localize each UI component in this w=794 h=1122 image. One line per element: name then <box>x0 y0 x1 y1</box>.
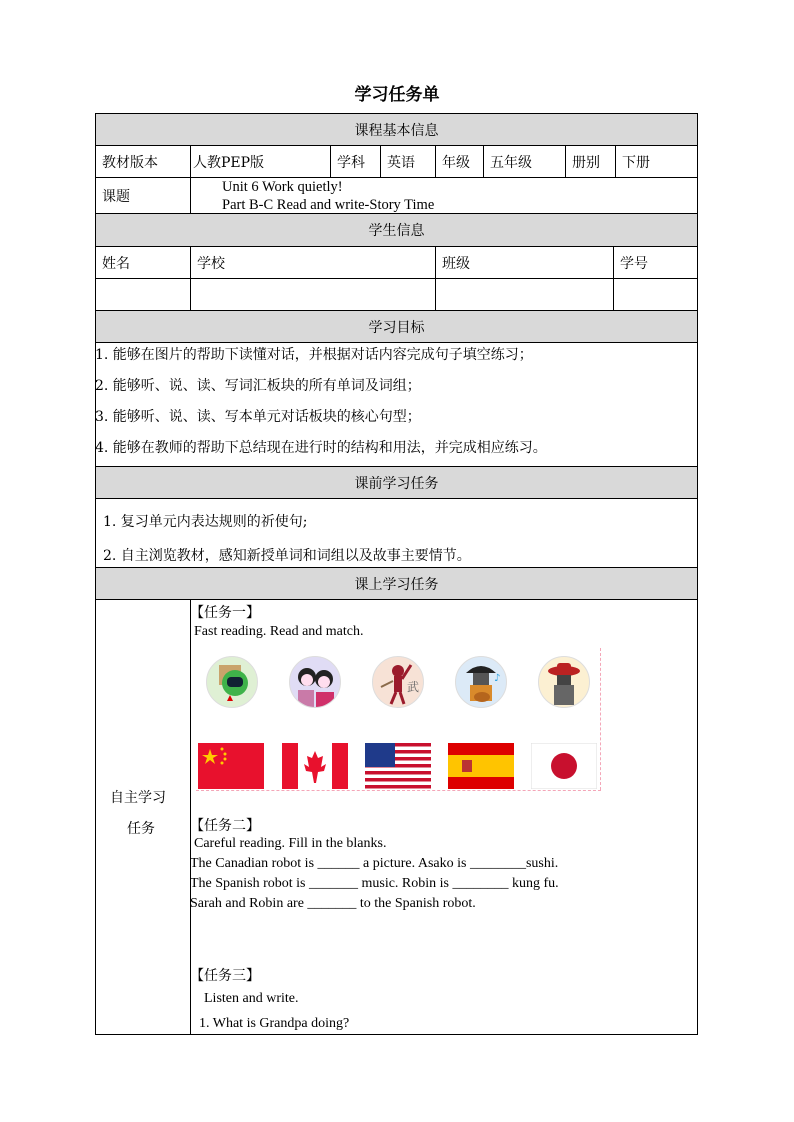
pre-item: 2. 自主浏览教材，感知新授单词和词组以及故事主要情节。 <box>103 548 471 564</box>
topic-line1: Unit 6 Work quietly! <box>222 178 343 195</box>
task3-instruction: Listen and write. <box>204 991 299 1006</box>
goal-item: 2. 能够听、说、读、写词汇板块的所有单词及词组； <box>95 378 421 394</box>
grade-value: 五年级 <box>483 145 566 178</box>
task3-title: 【任务三】 <box>190 968 260 984</box>
task-label: 任务 <box>127 821 155 837</box>
subject-label: 学科 <box>330 145 381 178</box>
task1-title: 【任务一】 <box>190 605 260 621</box>
name-field[interactable] <box>95 278 191 311</box>
class-field[interactable] <box>435 278 614 311</box>
pre-item: 1. 复习单元内表达规则的祈使句; <box>103 514 308 530</box>
goal-item: 3. 能够听、说、读、写本单元对话板块的核心句型； <box>95 409 421 425</box>
topic-label: 课题 <box>95 177 191 214</box>
school-field[interactable] <box>190 278 436 311</box>
topic-line2: Part B-C Read and write-Story Time <box>222 196 435 213</box>
spain-flag <box>448 743 514 789</box>
inclass-right <box>190 599 698 1035</box>
japan-flag <box>531 743 597 789</box>
number-label: 学号 <box>613 246 698 279</box>
svg-text:♪: ♪ <box>494 673 501 684</box>
section-goals: 学习目标 <box>95 310 698 343</box>
section-pre: 课前学习任务 <box>95 466 698 499</box>
canada-flag <box>282 743 348 789</box>
task2-title: 【任务二】 <box>190 818 260 834</box>
inclass-left <box>95 599 191 1035</box>
edition-label: 教材版本 <box>95 145 191 178</box>
task3-question: 1. What is Grandpa doing? <box>199 1016 350 1031</box>
image-border <box>600 648 601 790</box>
class-label: 班级 <box>435 246 614 279</box>
volume-value: 下册 <box>615 145 698 178</box>
section-basic: 课程基本信息 <box>95 113 698 146</box>
section-inclass: 课上学习任务 <box>95 567 698 600</box>
goal-item: 1. 能够在图片的帮助下读懂对话，并根据对话内容完成句子填空练习； <box>95 347 533 363</box>
topic-value <box>190 177 698 214</box>
japanese-girls-image <box>289 656 341 708</box>
self-study-label: 自主学习 <box>110 790 166 806</box>
fill-blank-sentence: The Canadian robot is ______ a picture. Asako is ________sushi. <box>190 856 559 871</box>
task2-instruction: Careful reading. Fill in the blanks. <box>194 836 387 851</box>
task1-instruction: Fast reading. Read and match. <box>194 624 364 639</box>
volume-label: 册别 <box>565 145 616 178</box>
section-student: 学生信息 <box>95 213 698 247</box>
school-label: 学校 <box>190 246 436 279</box>
usa-flag <box>365 743 431 789</box>
svg-text:武: 武 <box>407 680 420 694</box>
china-flag <box>198 743 264 789</box>
fill-blank-sentence: The Spanish robot is _______ music. Robin is ________ kung fu. <box>190 876 559 891</box>
number-field[interactable] <box>613 278 698 311</box>
fill-blank-sentence: Sarah and Robin are _______ to the Spanish robot. <box>190 896 476 911</box>
page-title: 学习任务单 <box>354 85 440 105</box>
subject-value: 英语 <box>380 145 436 178</box>
grade-label: 年级 <box>435 145 484 178</box>
name-label: 姓名 <box>95 246 191 279</box>
image-border <box>196 790 601 791</box>
goal-item: 4. 能够在教师的帮助下总结现在进行时的结构和用法，并完成相应练习。 <box>95 440 547 456</box>
cowboy-robot-image <box>538 656 590 708</box>
kung-fu-robot-image <box>372 656 424 708</box>
edition-value: 人教PEP版 <box>190 145 331 178</box>
spanish-robot-music-image <box>455 656 507 708</box>
canadian-robot-image <box>206 656 258 708</box>
